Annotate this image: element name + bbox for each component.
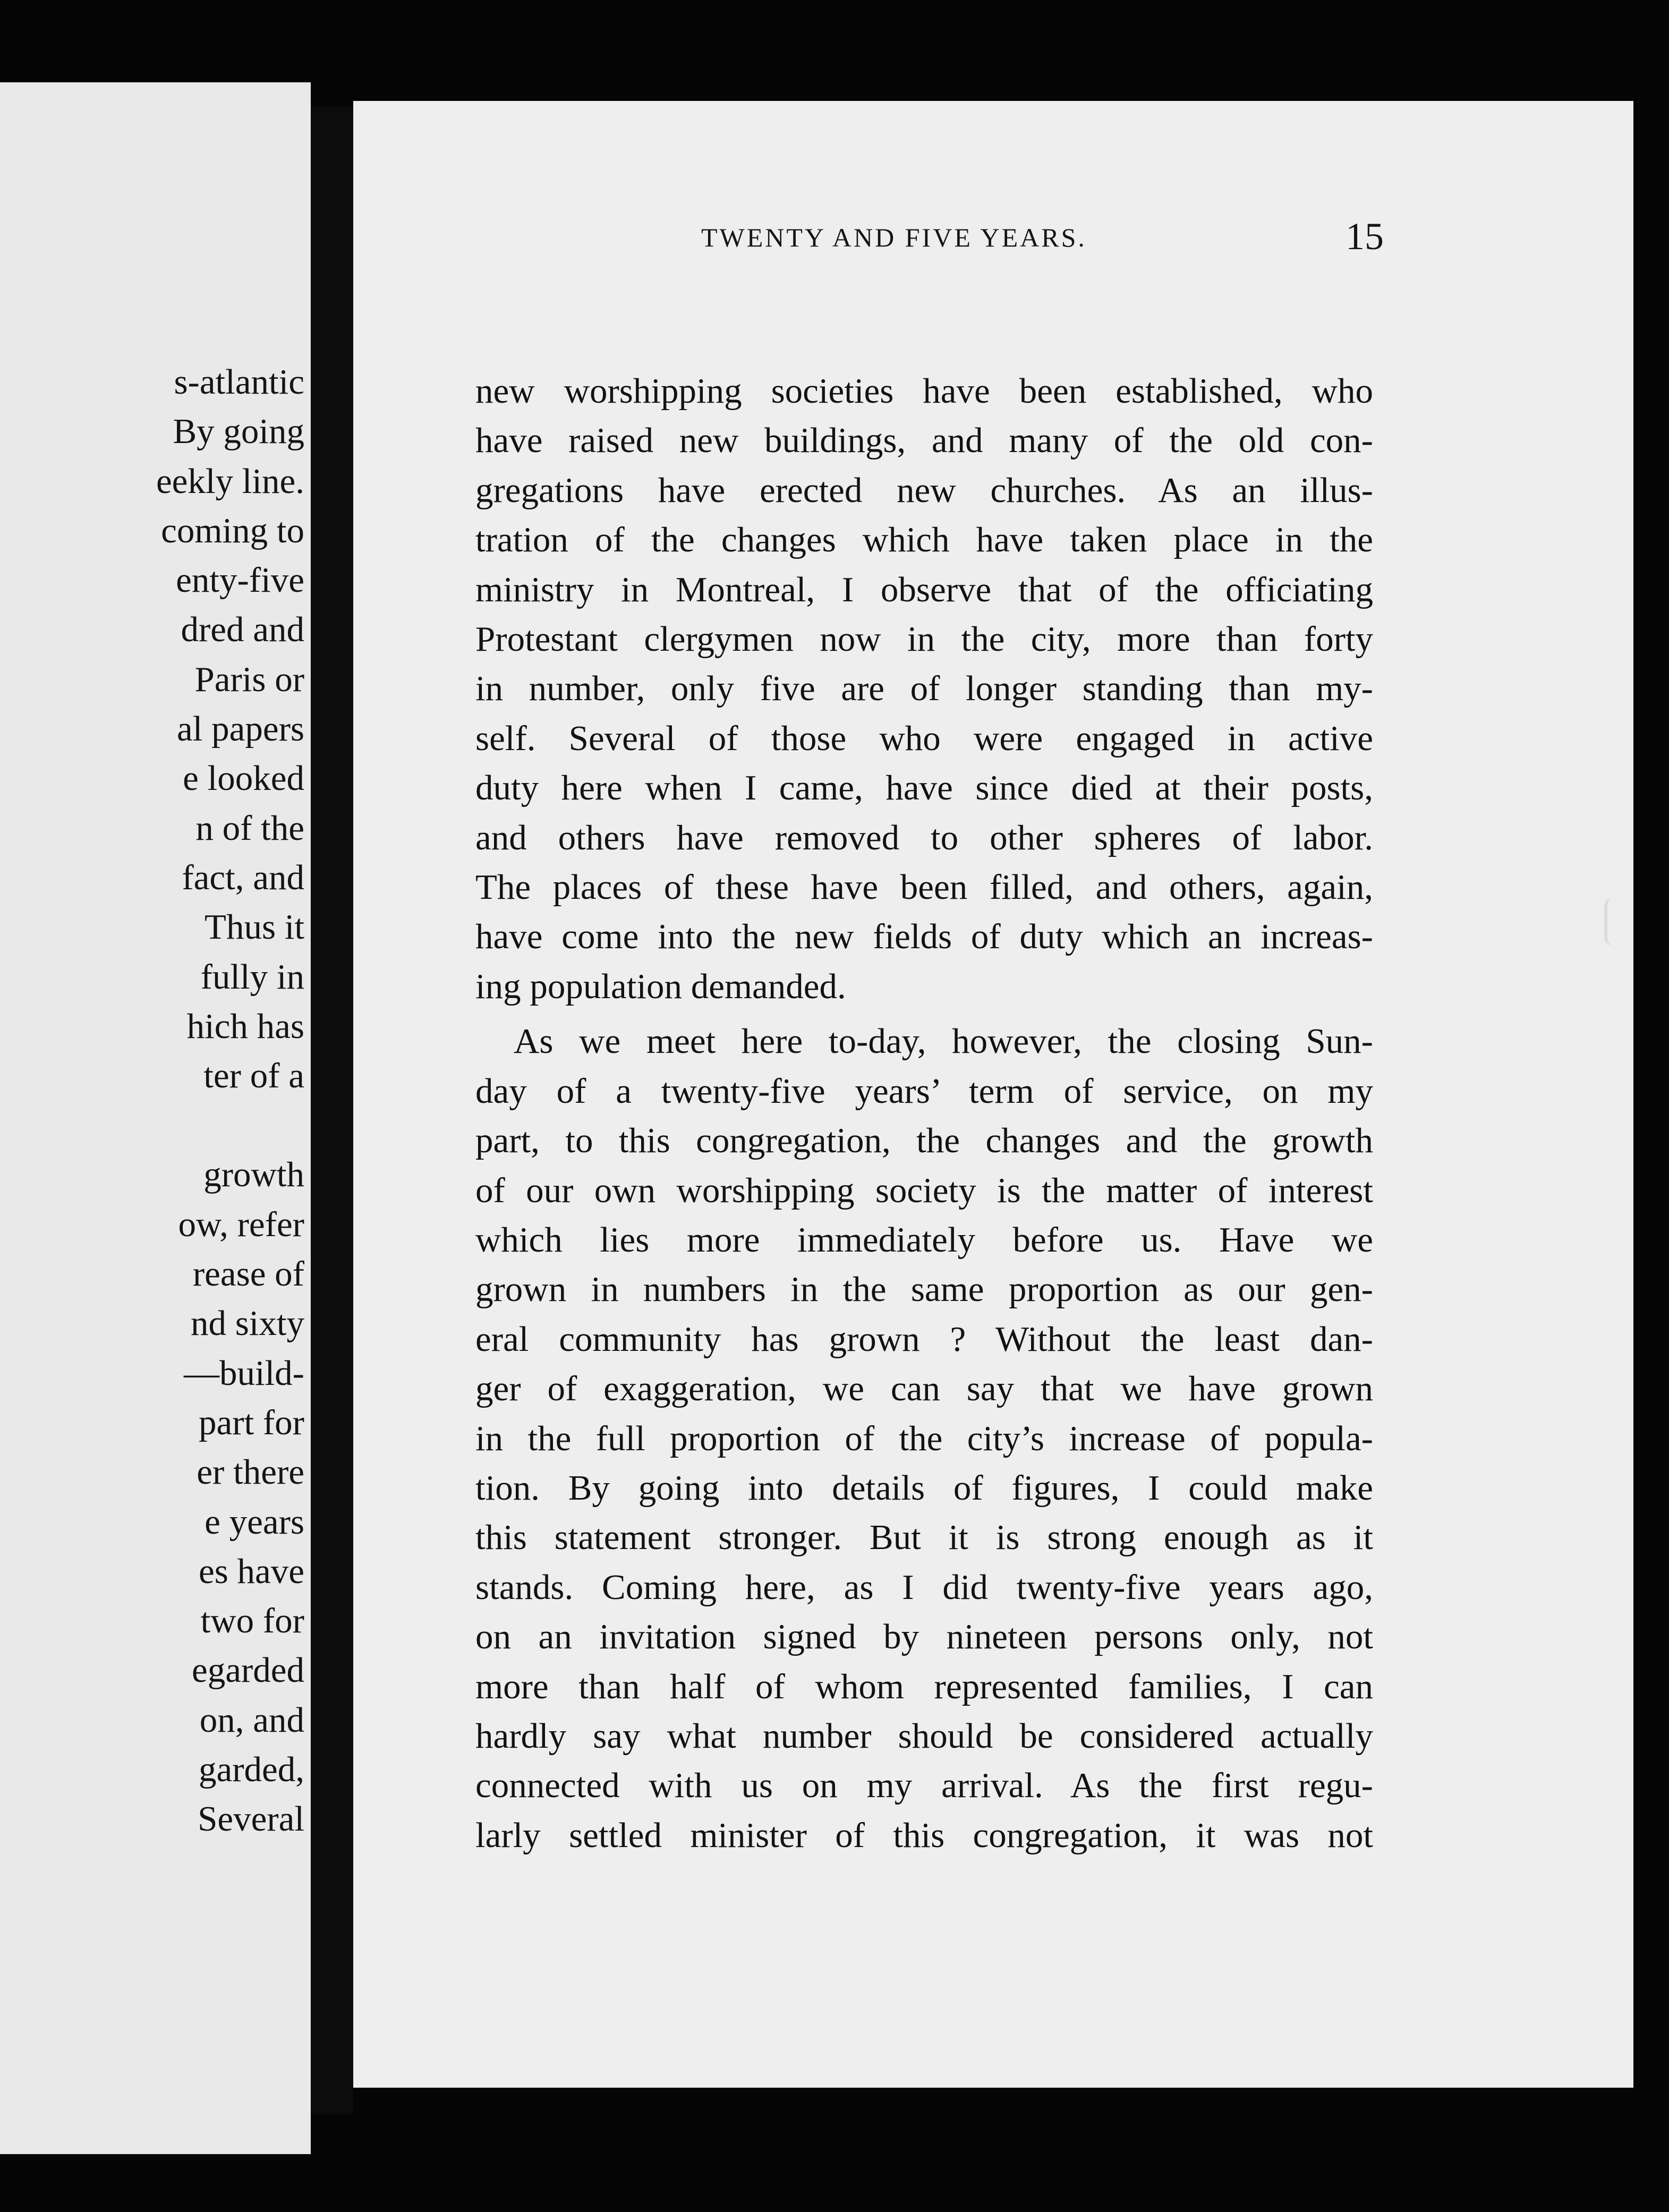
facing-page-line: n of the xyxy=(195,808,304,848)
page-body xyxy=(475,367,1373,1860)
text-line: self. Several of those who were engaged in active xyxy=(475,718,1373,758)
text-line: hardly say what number should be considered actually xyxy=(475,1716,1373,1756)
facing-page-line: e looked xyxy=(183,759,304,798)
facing-page-line: nd sixty xyxy=(190,1304,304,1343)
facing-page-line: fully in xyxy=(200,957,304,997)
text-line: on an invitation signed by nineteen persons only, not xyxy=(475,1617,1373,1657)
text-line: Protestant clergymen now in the city, more than forty xyxy=(475,619,1373,659)
facing-page-line: Several xyxy=(198,1799,304,1839)
text-line: grown in numbers in the same proportion as our gen- xyxy=(475,1270,1373,1309)
text-line: of our own worshipping society is the matter of interest xyxy=(475,1170,1373,1210)
facing-page-line: enty-five xyxy=(176,560,304,600)
facing-page-line: rease of xyxy=(192,1254,304,1294)
facing-page-line xyxy=(2,1101,304,1150)
text-line: ministry in Montreal, I observe that of the officiating xyxy=(475,569,1373,609)
text-line: tration of the changes which have taken place in the xyxy=(475,520,1373,560)
text-line: ing population demanded. xyxy=(475,966,846,1006)
text-line: eral community has grown ? Without the least dan- xyxy=(475,1319,1373,1359)
page-edge-mark xyxy=(1604,898,1613,946)
facing-page-text xyxy=(2,358,304,1844)
facing-page-line: eekly line. xyxy=(156,461,304,501)
text-line: and others have removed to other spheres of labor. xyxy=(475,818,1373,857)
facing-page-line: e years xyxy=(205,1502,304,1542)
text-line: As we meet here to-day, however, the closing Sun- xyxy=(514,1022,1373,1061)
facing-page-line: ow, refer xyxy=(178,1204,304,1244)
text-line: tion. By going into details of figures, I could make xyxy=(475,1468,1373,1508)
facing-page-line: hich has xyxy=(186,1006,304,1046)
running-head xyxy=(353,215,1384,260)
facing-page-line: egarded xyxy=(191,1651,304,1690)
facing-page-line: —build- xyxy=(183,1353,304,1393)
text-line: have raised new buildings, and many of the old con- xyxy=(475,421,1373,461)
text-line: ger of exaggeration, we can say that we have grown xyxy=(475,1369,1373,1409)
facing-page-line: two for xyxy=(200,1601,304,1641)
facing-page-left xyxy=(0,82,311,2154)
facing-page-line: By going xyxy=(173,412,304,452)
text-line: which lies more immediately before us. Have we xyxy=(475,1220,1373,1260)
facing-page-line: Thus it xyxy=(205,907,304,947)
paragraph xyxy=(475,367,1373,1011)
text-line: part, to this congregation, the changes and the growth xyxy=(475,1121,1373,1161)
facing-page-line: fact, and xyxy=(182,857,304,897)
text-line: have come into the new fields of duty which an increas- xyxy=(475,917,1373,957)
facing-page-line: er there xyxy=(197,1452,304,1492)
facing-page-line: ter of a xyxy=(203,1056,304,1096)
facing-page-line: garded, xyxy=(198,1750,304,1790)
page-number: 15 xyxy=(1346,215,1384,258)
text-line: more than half of whom represented families, I can xyxy=(475,1666,1373,1706)
text-line: new worshipping societies have been established, who xyxy=(475,371,1373,411)
text-line: in the full proportion of the city’s increase of popula- xyxy=(475,1418,1373,1458)
text-line: larly settled minister of this congregation, it was not xyxy=(475,1815,1373,1855)
text-line: in number, only five are of longer standing than my- xyxy=(475,669,1373,709)
facing-page-line: s-atlantic xyxy=(174,362,304,402)
text-line: connected with us on my arrival. As the first regu- xyxy=(475,1766,1373,1806)
text-line: day of a twenty-five years’ term of service, on my xyxy=(475,1071,1373,1111)
text-line: gregations have erected new churches. As an illus- xyxy=(475,470,1373,510)
facing-page-line: es have xyxy=(198,1551,304,1591)
facing-page-line: al papers xyxy=(177,709,304,749)
facing-page-line: part for xyxy=(198,1402,304,1442)
facing-page-line: dred and xyxy=(181,610,304,650)
paragraph xyxy=(475,1017,1373,1860)
text-line: this statement stronger. But it is strong enough as it xyxy=(475,1518,1373,1558)
facing-page-line: coming to xyxy=(161,511,304,550)
facing-page-line: on, and xyxy=(199,1700,304,1740)
text-line: duty here when I came, have since died at their posts, xyxy=(475,768,1373,808)
text-line: The places of these have been filled, and others, again, xyxy=(475,867,1373,907)
book-gutter xyxy=(311,106,353,2114)
facing-page-line: growth xyxy=(203,1155,304,1195)
text-line: stands. Coming here, as I did twenty-five years ago, xyxy=(475,1567,1373,1607)
running-head-title: TWENTY AND FIVE YEARS. xyxy=(701,223,1087,252)
facing-page-line: Paris or xyxy=(194,659,304,699)
